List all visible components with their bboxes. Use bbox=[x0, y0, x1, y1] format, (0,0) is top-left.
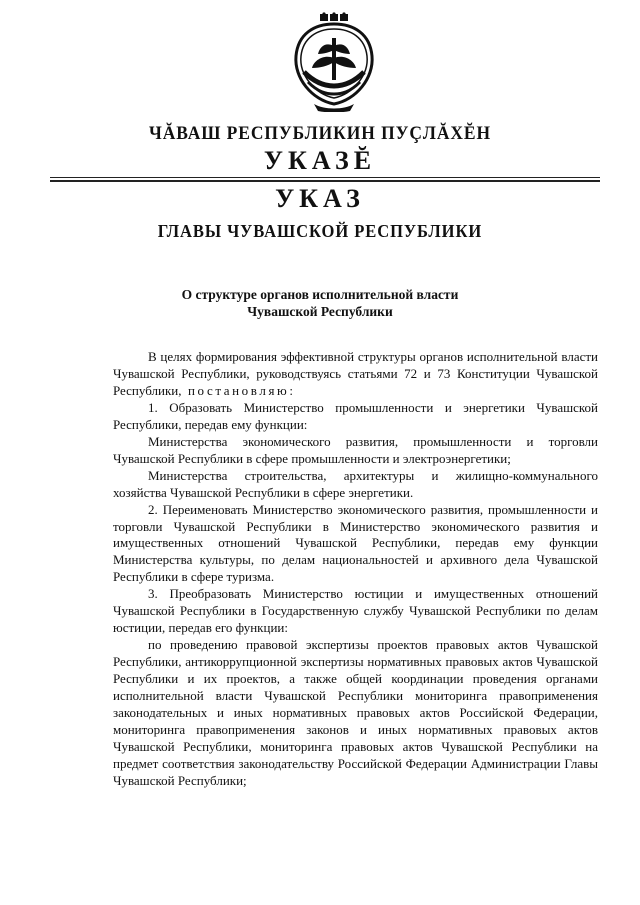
document-subject bbox=[0, 286, 640, 320]
paragraph-intro bbox=[113, 349, 598, 400]
decree-word: постановляю: bbox=[187, 382, 296, 398]
paragraph-item-3: 3. Преобразовать Министерство юстиции и имущественных отношений Чувашской Республики в Государственную службу Чувашской Республики по делам юстиции, передав его функции: bbox=[113, 586, 598, 636]
header-russian-line: ГЛАВЫ ЧУВАШСКОЙ РЕСПУБЛИКИ bbox=[157, 221, 483, 241]
subject-line-2: Чувашской Республики bbox=[247, 304, 393, 319]
paragraph-item-2: 2. Переименовать Министерство экономического развития, промышленности и торговли Чувашской Республики в Министерство экономического развития и имущественных отношений Чувашской Республики, передав ему функции Министерства культуры, по делам национальностей и архивного дела Чувашской Республики в сфере туризма. bbox=[113, 501, 598, 585]
divider-thick bbox=[50, 180, 600, 182]
document-body bbox=[113, 349, 598, 790]
paragraph-item-1a: Министерства экономического развития, промышленности и торговли Чувашской Республики в сфере промышленности и электроэнергетики; bbox=[113, 433, 598, 466]
header-chuvash-title: УКАЗĔ bbox=[263, 146, 377, 175]
header-russian-title: УКАЗ bbox=[275, 184, 365, 213]
paragraph-item-1b: Министерства строительства, архитектуры и жилищно-коммунального хозяйства Чувашской Республики в сфере энергетики. bbox=[113, 467, 598, 500]
paragraph-item-1: 1. Образовать Министерство промышленности и энергетики Чувашской Республики, передав ему функции: bbox=[113, 399, 598, 432]
intro-text: В целях формирования эффективной структуры органов исполнительной власти Чувашской Республики, руководствуясь статьями 72 и 73 Конституции Чувашской Республики, bbox=[113, 349, 598, 398]
divider-thin bbox=[50, 177, 600, 178]
paragraph-item-3a: по проведению правовой экспертизы проектов правовых актов Чувашской Республики, антикоррупционной экспертизы нормативных правовых актов Чувашской Республики и их проектов, а также общей координации проведения органами исполнительной власти Чувашской Республики мониторинга правоприменения законодательных и иных нормативных правовых актов Российской Федерации, мониторинга правоприменения законов и иных нормативных правовых актов Чувашской Республики, мониторинга правовых актов Чувашской Республики на предмет соответствия законодательству Российской Федерации Администрации Главы Чувашской Республики; bbox=[113, 637, 598, 788]
header-chuvash-line: ЧĂВАШ РЕСПУБЛИКИН ПУÇЛĂХĔН bbox=[148, 123, 492, 144]
coat-of-arms-emblem bbox=[290, 12, 378, 112]
subject-line-1: О структуре органов исполнительной власти bbox=[181, 287, 459, 302]
